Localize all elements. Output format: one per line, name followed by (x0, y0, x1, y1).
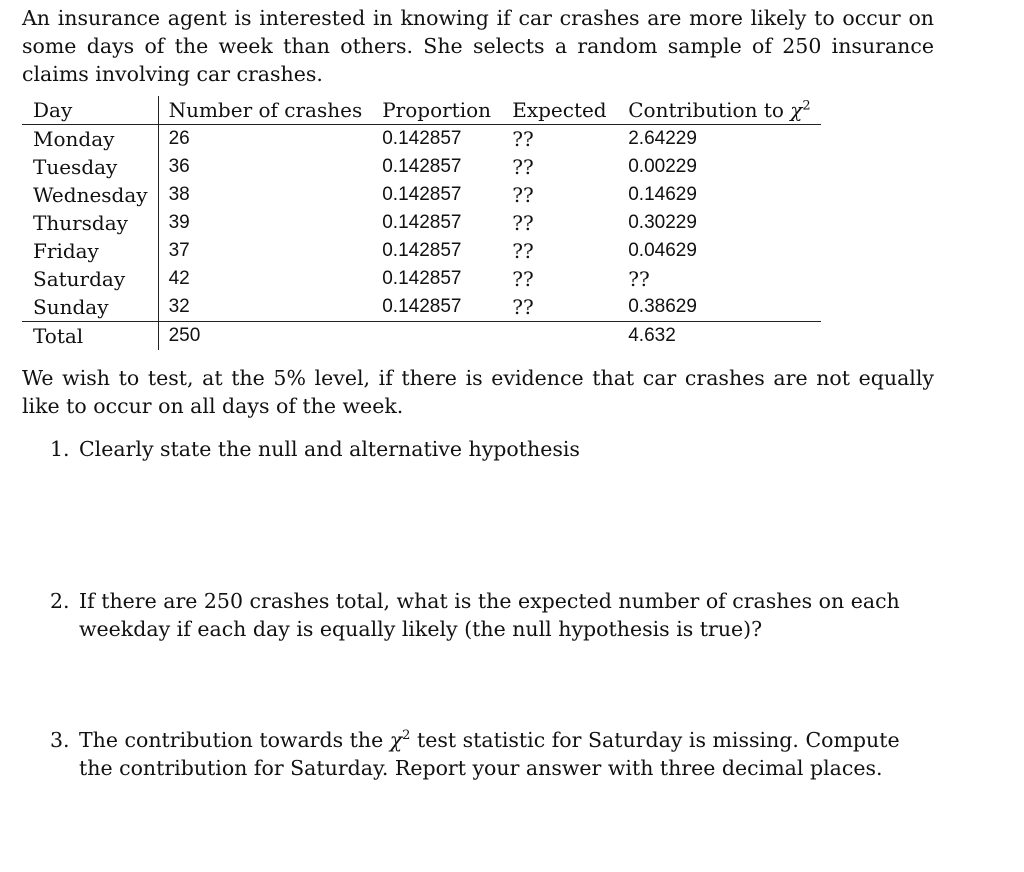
cell-total-contribution: 4.632 (618, 322, 820, 351)
cell-proportion: 0.142857 (382, 128, 462, 149)
header-contribution-label: Contribution to (628, 98, 791, 122)
cell-day: Saturday (22, 265, 158, 293)
cell-crashes: 36 (168, 156, 190, 177)
table-row (22, 209, 821, 237)
cell-day: Thursday (22, 209, 158, 237)
cell-expected: ?? (512, 155, 534, 179)
cell-contribution: 2.64229 (628, 128, 697, 149)
cell-crashes: 39 (168, 212, 190, 233)
cell-crashes: 37 (168, 240, 190, 261)
header-day: Day (22, 96, 158, 125)
table-total-row (22, 322, 821, 351)
cell-total-label: Total (22, 322, 158, 351)
header-contribution (618, 96, 820, 125)
cell-contribution: ?? (628, 267, 650, 291)
table-row (22, 181, 821, 209)
cell-day: Sunday (22, 293, 158, 322)
crash-data-table (22, 96, 821, 350)
document-page (22, 4, 1012, 782)
chi-exponent: 2 (402, 728, 411, 744)
cell-day: Friday (22, 237, 158, 265)
cell-contribution: 0.38629 (628, 296, 697, 317)
cell-crashes: 42 (168, 268, 190, 289)
cell-total-proportion (372, 322, 502, 351)
cell-expected: ?? (512, 183, 534, 207)
chi-exponent: 2 (802, 98, 811, 114)
cell-proportion: 0.142857 (382, 156, 462, 177)
question-list (22, 435, 1012, 782)
cell-crashes: 26 (168, 128, 190, 149)
cell-day: Tuesday (22, 153, 158, 181)
header-proportion: Proportion (372, 96, 502, 125)
cell-day: Wednesday (22, 181, 158, 209)
question-text: If there are 250 crashes total, what is the expected number of crashes on each weekday if each day is equally likely (the null hypothesis is true)? (79, 589, 900, 641)
cell-proportion: 0.142857 (382, 296, 462, 317)
table-row (22, 125, 821, 154)
header-crashes: Number of crashes (158, 96, 372, 125)
chi-symbol: χ (790, 98, 803, 122)
cell-proportion: 0.142857 (382, 212, 462, 233)
cell-expected: ?? (512, 295, 534, 319)
cell-proportion: 0.142857 (382, 240, 462, 261)
cell-proportion: 0.142857 (382, 184, 462, 205)
table-row (22, 153, 821, 181)
question-number: 1. (50, 437, 70, 461)
intro-paragraph: An insurance agent is interested in knowing if car crashes are more likely to occur on some days of the week than others. She selects a random sample of 250 insurance claims involving car crashes. (22, 6, 934, 86)
cell-expected: ?? (512, 127, 534, 151)
question-1 (22, 435, 935, 463)
cell-crashes: 38 (168, 184, 190, 205)
cell-contribution: 0.14629 (628, 184, 697, 205)
cell-total-crashes: 250 (158, 322, 372, 351)
cell-contribution: 0.30229 (628, 212, 697, 233)
header-expected: Expected (502, 96, 618, 125)
cell-day: Monday (22, 125, 158, 154)
question-number: 2. (50, 589, 70, 613)
question-2 (22, 587, 935, 643)
cell-total-expected (502, 322, 618, 351)
cell-contribution: 0.00229 (628, 156, 697, 177)
question-text-before: The contribution towards the (79, 728, 390, 752)
question-text: Clearly state the null and alternative hypothesis (79, 437, 580, 461)
cell-expected: ?? (512, 239, 534, 263)
cell-crashes: 32 (168, 296, 190, 317)
cell-expected: ?? (512, 211, 534, 235)
cell-proportion: 0.142857 (382, 268, 462, 289)
question-number: 3. (50, 728, 70, 752)
question-3 (22, 726, 935, 782)
cell-expected: ?? (512, 267, 534, 291)
table-header-row (22, 96, 821, 125)
question-text-after: test statistic for Saturday is missing. Compute the contribution for Saturday. Report your answer with three decimal places. (79, 728, 900, 780)
test-statement: We wish to test, at the 5% level, if there is evidence that car crashes are not equally like to occur on all days of the week. (22, 366, 934, 418)
table-row (22, 293, 821, 322)
table-row (22, 265, 821, 293)
table-row (22, 237, 821, 265)
cell-contribution: 0.04629 (628, 240, 697, 261)
chi-symbol: χ (389, 728, 403, 752)
